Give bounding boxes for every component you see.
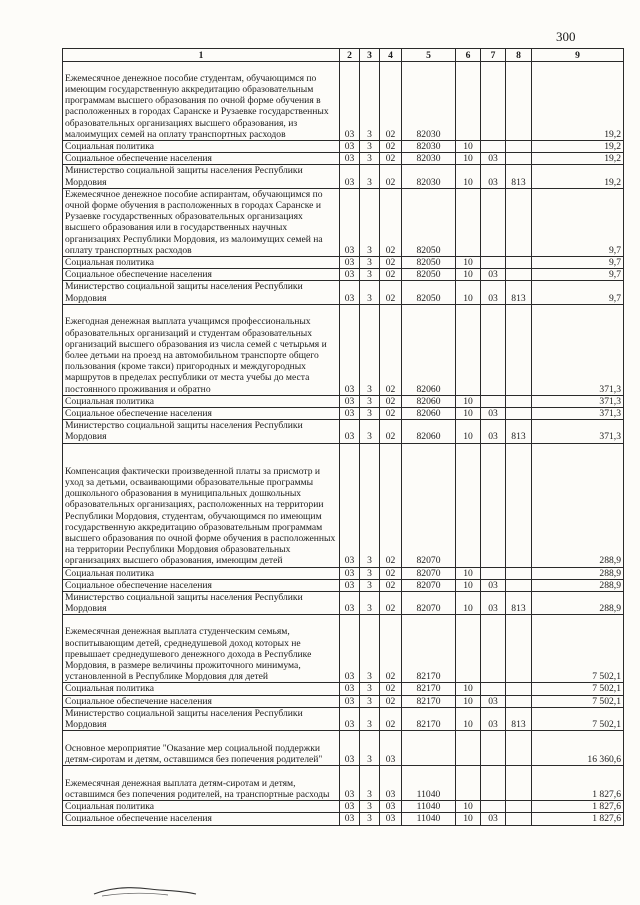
cell-code xyxy=(506,188,532,256)
cell-code xyxy=(481,141,506,153)
column-header: 6 xyxy=(456,49,481,62)
column-header: 1 xyxy=(63,49,340,62)
cell-code: 03 xyxy=(340,281,360,304)
cell-code: 03 xyxy=(340,592,360,615)
column-header: 4 xyxy=(380,49,402,62)
cell-code xyxy=(506,801,532,813)
cell-code: 82070 xyxy=(402,592,456,615)
cell-amount: 1 827,6 xyxy=(532,801,624,813)
cell-code: 02 xyxy=(380,707,402,730)
column-header: 9 xyxy=(532,49,624,62)
row-name: Ежемесячное денежное пособие студентам, обучающимся по имеющим государственную аккредитацию образовательным программам высшего образования по очной форме обучения в расположенных в городах Саранске и Рузаевке государственных образовательных организациях высшего образования, из малоимущих семей на оплату транспортных расходов xyxy=(63,62,340,141)
cell-code xyxy=(481,443,506,567)
row-name: Основное мероприятие "Оказание мер социальной поддержки детям-сиротам и детям, оставшимся без попечения родителей" xyxy=(63,731,340,766)
cell-amount: 371,3 xyxy=(532,420,624,443)
cell-code: 03 xyxy=(340,269,360,281)
cell-code: 82030 xyxy=(402,153,456,165)
row-name: Социальное обеспечение населения xyxy=(63,408,340,420)
cell-amount: 1 827,6 xyxy=(532,813,624,825)
cell-code xyxy=(506,153,532,165)
cell-amount: 9,7 xyxy=(532,281,624,304)
cell-code: 10 xyxy=(456,707,481,730)
row-name: Министерство социальной защиты населения Республики Мордовия xyxy=(63,165,340,188)
table-row xyxy=(63,281,624,304)
cell-code: 3 xyxy=(360,304,380,395)
table-row xyxy=(63,683,624,695)
cell-amount: 19,2 xyxy=(532,153,624,165)
cell-code: 11040 xyxy=(402,813,456,825)
cell-code: 82050 xyxy=(402,269,456,281)
row-name: Социальная политика xyxy=(63,141,340,153)
cell-code: 02 xyxy=(380,420,402,443)
cell-code: 82170 xyxy=(402,707,456,730)
cell-code: 03 xyxy=(340,766,360,801)
table-row xyxy=(63,395,624,407)
cell-code: 10 xyxy=(456,395,481,407)
table-row xyxy=(63,257,624,269)
cell-code: 3 xyxy=(360,395,380,407)
row-name: Министерство социальной защиты населения Республики Мордовия xyxy=(63,420,340,443)
cell-amount: 9,7 xyxy=(532,188,624,256)
cell-code: 813 xyxy=(506,165,532,188)
table-row xyxy=(63,707,624,730)
table-row xyxy=(63,443,624,567)
cell-code: 03 xyxy=(340,188,360,256)
cell-code: 03 xyxy=(340,62,360,141)
cell-code xyxy=(506,141,532,153)
cell-code: 813 xyxy=(506,707,532,730)
cell-code: 3 xyxy=(360,801,380,813)
cell-code: 03 xyxy=(481,707,506,730)
cell-amount: 371,3 xyxy=(532,395,624,407)
row-name: Социальная политика xyxy=(63,395,340,407)
cell-code: 03 xyxy=(380,801,402,813)
cell-code: 03 xyxy=(481,165,506,188)
cell-code: 3 xyxy=(360,695,380,707)
cell-code: 02 xyxy=(380,567,402,579)
cell-code xyxy=(402,731,456,766)
cell-code: 03 xyxy=(340,165,360,188)
cell-code: 02 xyxy=(380,304,402,395)
table-row xyxy=(63,304,624,395)
cell-code: 03 xyxy=(340,731,360,766)
cell-code: 3 xyxy=(360,579,380,591)
cell-code xyxy=(456,766,481,801)
cell-code: 02 xyxy=(380,615,402,683)
cell-code: 10 xyxy=(456,153,481,165)
cell-code xyxy=(506,257,532,269)
cell-code: 10 xyxy=(456,269,481,281)
cell-code: 11040 xyxy=(402,766,456,801)
cell-code: 02 xyxy=(380,257,402,269)
table-row xyxy=(63,801,624,813)
row-name: Министерство социальной защиты населения Республики Мордовия xyxy=(63,592,340,615)
table-row xyxy=(63,269,624,281)
cell-code: 02 xyxy=(380,188,402,256)
cell-code: 813 xyxy=(506,281,532,304)
table-row xyxy=(63,695,624,707)
column-header: 8 xyxy=(506,49,532,62)
cell-code: 82030 xyxy=(402,141,456,153)
cell-code: 813 xyxy=(506,592,532,615)
table-row xyxy=(63,592,624,615)
cell-code: 03 xyxy=(340,443,360,567)
cell-amount: 371,3 xyxy=(532,408,624,420)
cell-code: 03 xyxy=(481,813,506,825)
cell-code: 03 xyxy=(340,707,360,730)
table-body xyxy=(63,62,624,826)
cell-amount: 288,9 xyxy=(532,443,624,567)
cell-code xyxy=(481,731,506,766)
cell-code: 3 xyxy=(360,731,380,766)
cell-code xyxy=(456,188,481,256)
cell-code: 03 xyxy=(481,695,506,707)
cell-code: 3 xyxy=(360,153,380,165)
cell-code xyxy=(481,766,506,801)
cell-code: 03 xyxy=(340,141,360,153)
cell-code: 10 xyxy=(456,579,481,591)
cell-code: 02 xyxy=(380,695,402,707)
cell-code: 02 xyxy=(380,579,402,591)
cell-code: 82050 xyxy=(402,257,456,269)
cell-code: 3 xyxy=(360,707,380,730)
cell-code: 03 xyxy=(481,592,506,615)
cell-code: 03 xyxy=(340,420,360,443)
cell-code: 10 xyxy=(456,420,481,443)
cell-code: 3 xyxy=(360,269,380,281)
row-name: Министерство социальной защиты населения Республики Мордовия xyxy=(63,707,340,730)
cell-code: 3 xyxy=(360,592,380,615)
cell-code: 02 xyxy=(380,141,402,153)
cell-code: 82170 xyxy=(402,695,456,707)
row-name: Компенсация фактически произведенной платы за присмотр и уход за детьми, осваивающими образовательные программы дошкольного образования в муниципальных дошкольных образовательных организациях, расположенных на территории Республики Мордовия, студентам, обучающимся по имеющим государственную аккредитацию образовательным программам высшего образования по очной форме обучения в расположенных на территории Республики Мордовия образовательных организациях высшего образования, имеющим детей xyxy=(63,443,340,567)
cell-code xyxy=(481,567,506,579)
cell-code: 03 xyxy=(481,579,506,591)
cell-code: 82070 xyxy=(402,443,456,567)
cell-code: 03 xyxy=(340,813,360,825)
cell-amount: 371,3 xyxy=(532,304,624,395)
cell-code: 3 xyxy=(360,443,380,567)
cell-code: 82060 xyxy=(402,420,456,443)
cell-code: 03 xyxy=(340,257,360,269)
cell-code xyxy=(481,683,506,695)
cell-code: 10 xyxy=(456,813,481,825)
cell-code: 03 xyxy=(340,395,360,407)
row-name: Министерство социальной защиты населения Республики Мордовия xyxy=(63,281,340,304)
cell-code xyxy=(506,813,532,825)
table-row xyxy=(63,579,624,591)
cell-amount: 288,9 xyxy=(532,567,624,579)
row-name: Ежемесячная денежная выплата детям-сиротам и детям, оставшимся без попечения родителей, на транспортные расходы xyxy=(63,766,340,801)
cell-code: 03 xyxy=(380,766,402,801)
table-row xyxy=(63,766,624,801)
table-row xyxy=(63,420,624,443)
row-name: Социальная политика xyxy=(63,801,340,813)
cell-code xyxy=(506,695,532,707)
table-row xyxy=(63,188,624,256)
cell-code: 82030 xyxy=(402,62,456,141)
cell-code: 11040 xyxy=(402,801,456,813)
cell-code xyxy=(506,567,532,579)
cell-code xyxy=(506,304,532,395)
cell-code xyxy=(506,269,532,281)
cell-code: 10 xyxy=(456,695,481,707)
cell-code: 03 xyxy=(481,408,506,420)
table-row xyxy=(63,141,624,153)
cell-code: 3 xyxy=(360,257,380,269)
cell-code: 82030 xyxy=(402,165,456,188)
row-name: Социальное обеспечение населения xyxy=(63,153,340,165)
cell-code xyxy=(456,615,481,683)
column-header: 7 xyxy=(481,49,506,62)
cell-amount: 7 502,1 xyxy=(532,695,624,707)
cell-code: 82170 xyxy=(402,615,456,683)
cell-code: 10 xyxy=(456,592,481,615)
cell-code: 3 xyxy=(360,141,380,153)
cell-code: 82050 xyxy=(402,281,456,304)
cell-code xyxy=(481,62,506,141)
cell-code: 3 xyxy=(360,408,380,420)
cell-code: 82070 xyxy=(402,579,456,591)
cell-code xyxy=(481,801,506,813)
cell-code: 82170 xyxy=(402,683,456,695)
row-name: Социальное обеспечение населения xyxy=(63,695,340,707)
cell-code: 3 xyxy=(360,62,380,141)
cell-amount: 19,2 xyxy=(532,141,624,153)
cell-code: 3 xyxy=(360,165,380,188)
page-number: 300 xyxy=(556,29,576,44)
cell-code: 02 xyxy=(380,165,402,188)
table-row xyxy=(63,153,624,165)
cell-code xyxy=(481,257,506,269)
cell-code: 10 xyxy=(456,165,481,188)
cell-amount: 7 502,1 xyxy=(532,683,624,695)
cell-code: 03 xyxy=(380,813,402,825)
table-row xyxy=(63,408,624,420)
cell-code: 10 xyxy=(456,257,481,269)
cell-code xyxy=(506,395,532,407)
cell-code: 3 xyxy=(360,615,380,683)
row-name: Социальная политика xyxy=(63,683,340,695)
cell-code: 02 xyxy=(380,269,402,281)
cell-code xyxy=(456,304,481,395)
row-name: Ежегодная денежная выплата учащимся профессиональных образовательных организаций и студентам образовательных организаций высшего образования из числа семей с четырьмя и более детьми на проезд на автомобильном транспорте общего пользования (кроме такси) пригородных и междугородных маршрутов в пределах республики от места учебы до места постоянного проживания и обратно xyxy=(63,304,340,395)
cell-code: 03 xyxy=(340,801,360,813)
cell-code xyxy=(456,443,481,567)
column-header: 5 xyxy=(402,49,456,62)
cell-code: 3 xyxy=(360,281,380,304)
cell-code xyxy=(506,408,532,420)
cell-code xyxy=(506,731,532,766)
cell-code: 03 xyxy=(481,420,506,443)
cell-code: 82070 xyxy=(402,567,456,579)
cell-code xyxy=(506,62,532,141)
cell-amount: 7 502,1 xyxy=(532,707,624,730)
cell-code xyxy=(481,395,506,407)
table-row xyxy=(63,165,624,188)
cell-amount: 1 827,6 xyxy=(532,766,624,801)
table-row xyxy=(63,62,624,141)
cell-amount: 19,2 xyxy=(532,165,624,188)
cell-code: 03 xyxy=(340,683,360,695)
cell-code: 10 xyxy=(456,683,481,695)
table-row xyxy=(63,615,624,683)
table-row xyxy=(63,813,624,825)
row-name: Социальная политика xyxy=(63,257,340,269)
cell-code: 10 xyxy=(456,408,481,420)
cell-code: 02 xyxy=(380,281,402,304)
cell-code xyxy=(481,188,506,256)
cell-code: 3 xyxy=(360,420,380,443)
cell-amount: 9,7 xyxy=(532,257,624,269)
cell-code: 03 xyxy=(481,269,506,281)
budget-table xyxy=(62,48,624,826)
header-row xyxy=(63,49,624,62)
cell-code: 02 xyxy=(380,408,402,420)
cell-code xyxy=(456,731,481,766)
table-row xyxy=(63,731,624,766)
row-name: Социальная политика xyxy=(63,567,340,579)
cell-code: 03 xyxy=(481,153,506,165)
cell-code: 82060 xyxy=(402,408,456,420)
cell-amount: 9,7 xyxy=(532,269,624,281)
cell-code xyxy=(481,304,506,395)
cell-code: 3 xyxy=(360,188,380,256)
cell-code: 02 xyxy=(380,443,402,567)
cell-code: 3 xyxy=(360,683,380,695)
cell-code xyxy=(506,766,532,801)
row-name: Ежемесячное денежное пособие аспирантам, обучающимся по очной форме обучения в расположенных в городах Саранске и Рузаевке государственных образовательных организациях высшего образования или в государственных научных организациях Республики Мордовия, из малоимущих семей на оплату транспортных расходов xyxy=(63,188,340,256)
cell-amount: 288,9 xyxy=(532,579,624,591)
cell-code xyxy=(506,683,532,695)
cell-amount: 288,9 xyxy=(532,592,624,615)
cell-code: 03 xyxy=(340,567,360,579)
cell-code xyxy=(506,615,532,683)
cell-code: 02 xyxy=(380,62,402,141)
column-header: 3 xyxy=(360,49,380,62)
cell-code: 82050 xyxy=(402,188,456,256)
cell-code xyxy=(506,579,532,591)
row-name: Социальное обеспечение населения xyxy=(63,269,340,281)
table-row xyxy=(63,567,624,579)
column-header: 2 xyxy=(340,49,360,62)
cell-code: 02 xyxy=(380,153,402,165)
cell-amount: 19,2 xyxy=(532,62,624,141)
cell-code: 82060 xyxy=(402,304,456,395)
cell-code: 10 xyxy=(456,141,481,153)
cell-code: 10 xyxy=(456,281,481,304)
cell-amount: 16 360,6 xyxy=(532,731,624,766)
cell-amount: 7 502,1 xyxy=(532,615,624,683)
cell-code: 03 xyxy=(481,281,506,304)
cell-code: 10 xyxy=(456,801,481,813)
cell-code: 02 xyxy=(380,592,402,615)
cell-code: 03 xyxy=(340,579,360,591)
signature-mark xyxy=(92,874,202,900)
cell-code: 3 xyxy=(360,766,380,801)
cell-code: 813 xyxy=(506,420,532,443)
cell-code: 02 xyxy=(380,683,402,695)
cell-code xyxy=(456,62,481,141)
row-name: Социальное обеспечение населения xyxy=(63,579,340,591)
cell-code: 03 xyxy=(340,304,360,395)
cell-code: 3 xyxy=(360,813,380,825)
row-name: Социальное обеспечение населения xyxy=(63,813,340,825)
cell-code: 3 xyxy=(360,567,380,579)
cell-code: 03 xyxy=(340,695,360,707)
row-name: Ежемесячная денежная выплата студенческим семьям, воспитывающим детей, среднедушевой доход которых не превышает среднедушевого денежного дохода в Республике Мордовия, в размере величины прожиточного минимума, установленной в Республике Мордовия для детей xyxy=(63,615,340,683)
cell-code: 10 xyxy=(456,567,481,579)
cell-code: 03 xyxy=(340,408,360,420)
cell-code: 82060 xyxy=(402,395,456,407)
cell-code xyxy=(481,615,506,683)
cell-code: 02 xyxy=(380,395,402,407)
cell-code xyxy=(506,443,532,567)
cell-code: 03 xyxy=(340,615,360,683)
cell-code: 03 xyxy=(340,153,360,165)
cell-code: 03 xyxy=(380,731,402,766)
